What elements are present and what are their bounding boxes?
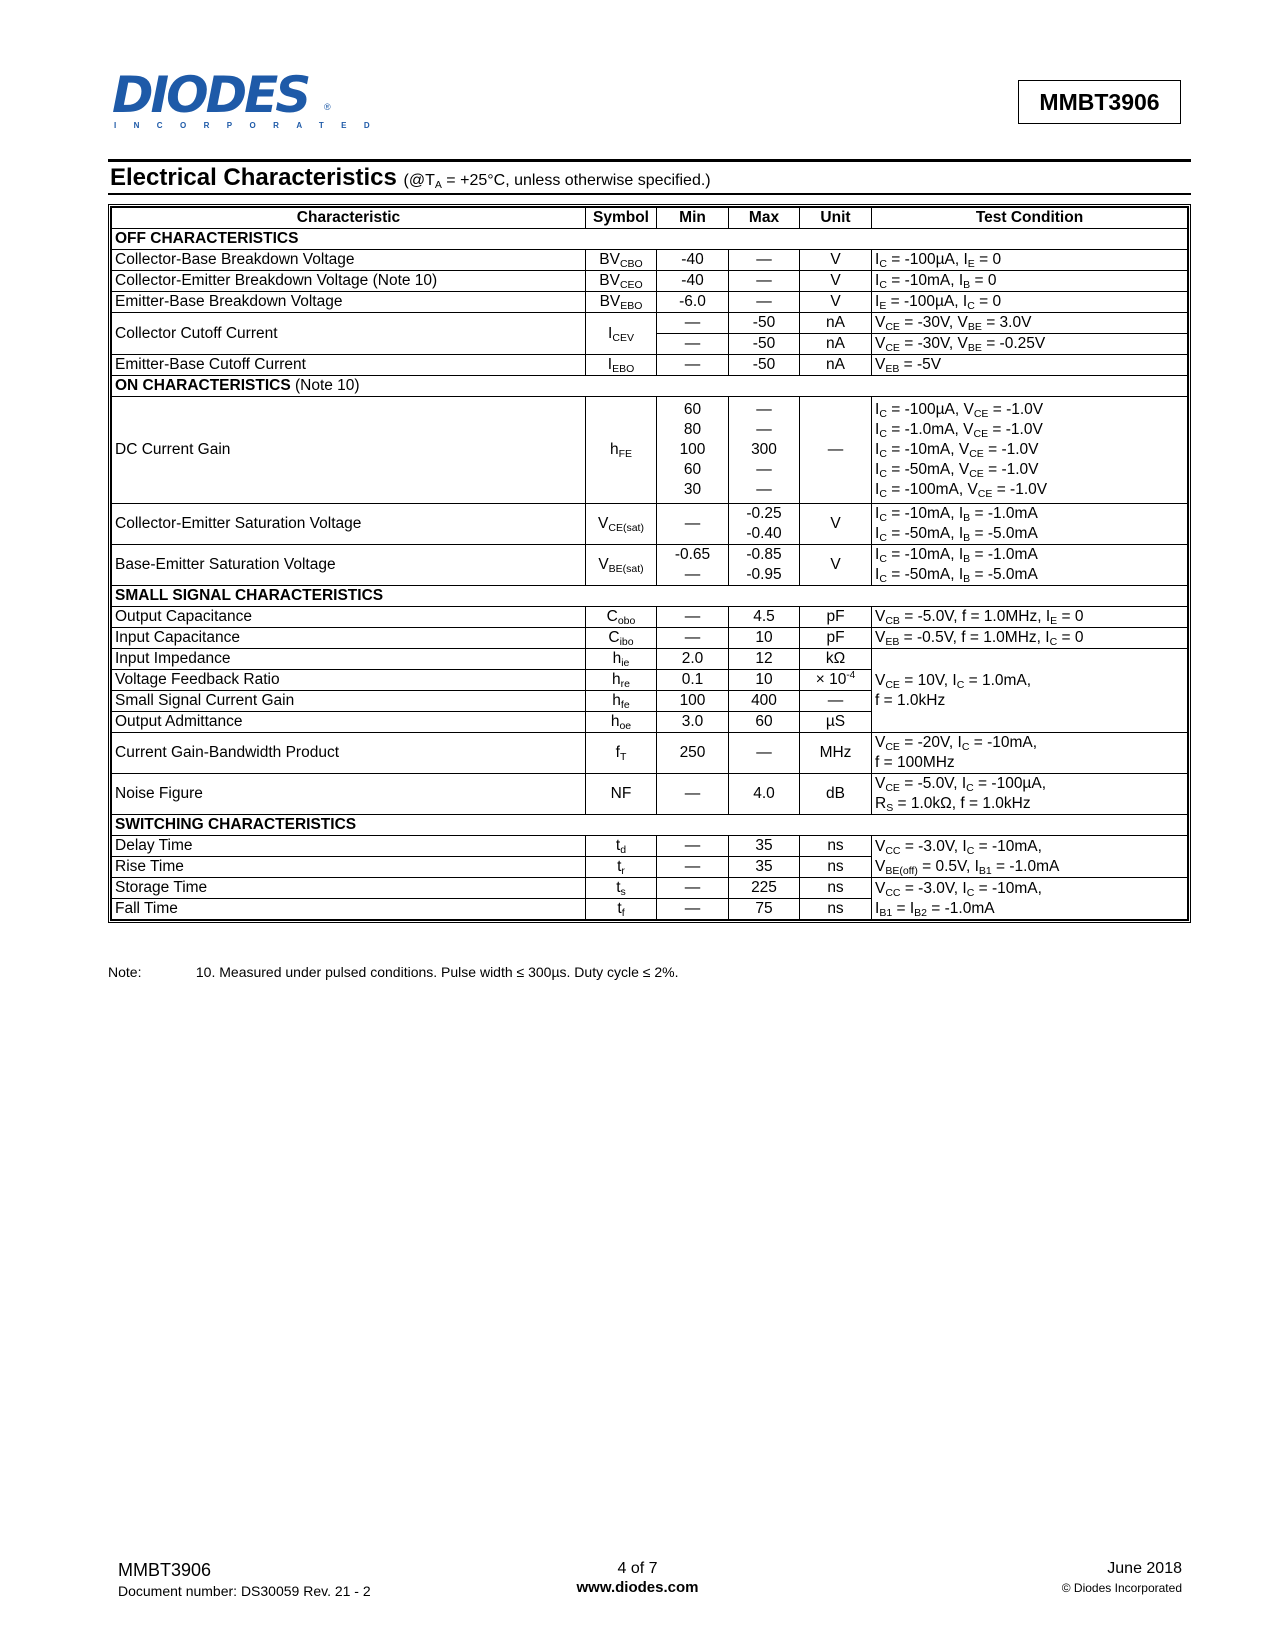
diodes-logo (112, 66, 388, 132)
table-row: Storage Time $t_s$ — 225 ns $V_{CC} = -3.0V$, $I_C = -10mA$, $I_{B1} = I_{B2} = -1.0mA$ (112, 878, 1188, 899)
title-rule-bottom (108, 193, 1191, 195)
part-number-box: MMBT3906 (1018, 80, 1181, 124)
footer-copyright: © Diodes Incorporated (1061, 1581, 1182, 1595)
note-text: 10. Measured under pulsed conditions. Pulse width ≤ 300µs. Duty cycle ≤ 2%. (195, 964, 679, 980)
table-row: Noise Figure NF — 4.0 dB $V_{CE} = -5.0V$, $I_C = -100\mu A$, $R_S = 1.0k\Omega$, f = 1.0kHz (112, 774, 1188, 815)
table-row: Current Gain-Bandwidth Product $f_T$ 250 — MHz $V_{CE} = -20V$, $I_C = -10mA$, f = 100MHz (112, 733, 1188, 774)
table-row: Collector-Emitter Breakdown Voltage (Note 10) $BV_{CEO}$ -40 — V $I_C = -10mA$, $I_B = 0$ (112, 271, 1188, 292)
table-row: Delay Time $t_d$ — 35 ns $V_{CC} = -3.0V$, $I_C = -10mA$, $V_{BE(off)} = 0.5V$, $I_{B1} = -1.0mA$ (112, 836, 1188, 857)
table-row: Collector-Base Breakdown Voltage $BV_{CBO}$ -40 — V $I_C = -100\mu A$, $I_E = 0$ (112, 250, 1188, 271)
footer-date: June 2018 (1107, 1560, 1182, 1577)
table-row: DC Current Gain $h_{FE}$ 60 80 100 60 30 — — 300 — — — $I_C = -100\mu A$, $V_{CE} = -1.0V$ $I_C = -1.0mA$, $V_{CE} = -1.0V$ $I_C = -10mA$, $V_{CE} = -1.0V$ $I_C = -50mA$, $V_{CE} = -1.0V$ $I_C = -100mA$, $V_{CE} = -1.0V$ (112, 397, 1188, 504)
footer-right (1062, 1560, 1182, 1595)
table-row: Base-Emitter Saturation Voltage $V_{BE(sat)}$ -0.65 — -0.85 -0.95 V $I_C = -10mA$, $I_B = -1.0mA$ $I_C = -50mA$, $I_B = -5.0mA$ (112, 545, 1188, 586)
note-label: Note: (108, 964, 142, 980)
footer-website-link[interactable]: www.diodes.com (576, 1579, 699, 1596)
table-row: Input Capacitance $C_{ibo}$ — 10 pF $V_{EB} = -0.5V$, f = 1.0MHz, $I_C = 0$ (112, 628, 1188, 649)
logo-registered-mark: ® (324, 102, 331, 112)
table-row: Input Impedance $h_{ie}$ 2.0 12 kΩ $V_{CE} = 10V$, $I_C = 1.0mA$, f = 1.0kHz (112, 649, 1188, 670)
section-row-switching: SWITCHING CHARACTERISTICS (112, 815, 1188, 836)
section-row-small-signal: SMALL SIGNAL CHARACTERISTICS (112, 586, 1188, 607)
table-row: Voltage Feedback Ratio $h_{re}$ 0.1 10 × $10^{-4}$ (112, 670, 1188, 691)
table-row: Rise Time $t_r$ — 35 ns (112, 857, 1188, 878)
table-header-row (112, 208, 1188, 229)
logo-wordmark: DIODES (112, 66, 309, 124)
section-title-text: Electrical Characteristics (110, 164, 397, 191)
electrical-characteristics-table (108, 204, 1191, 923)
table-row: Small Signal Current Gain $h_{fe}$ 100 400 — (112, 691, 1188, 712)
table-row: Collector Cutoff Current $I_{CEV}$ — -50 nA $V_{CE} = -30V$, $V_{BE} = 3.0V$ (112, 313, 1188, 334)
header-test-condition: Test Condition (872, 208, 1188, 229)
header-symbol: Symbol (586, 208, 657, 229)
section-row-off: OFF CHARACTERISTICS (112, 229, 1188, 250)
table-row: Emitter-Base Cutoff Current $I_{EBO}$ — -50 nA $V_{EB} = -5V$ (112, 355, 1188, 376)
table-row: Output Capacitance $C_{obo}$ — 4.5 pF $V_{CB} = -5.0V$, f = 1.0MHz, $I_E = 0$ (112, 607, 1188, 628)
header-max: Max (729, 208, 800, 229)
table-row: Emitter-Base Breakdown Voltage $BV_{EBO}$ -6.0 — V $I_E = -100\mu A$, $I_C = 0$ (112, 292, 1188, 313)
footer-document-number: Document number: DS30059 Rev. 21 - 2 (118, 1583, 371, 1599)
table-row: — -50 nA $V_{CE} = -30V$, $V_{BE} = -0.25V$ (112, 334, 1188, 355)
table-row: Fall Time $t_f$ — 75 ns (112, 899, 1188, 920)
table-note (108, 964, 678, 980)
footer-page-number: 4 of 7 (617, 1560, 658, 1577)
logo-subtitle: INCORPORATED (114, 121, 388, 130)
table-row: Output Admittance $h_{oe}$ 3.0 60 µS (112, 712, 1188, 733)
section-condition: ($@T_A = +25^\circ C$, unless otherwise specified.) (403, 172, 711, 191)
header-characteristic: Characteristic (112, 208, 586, 229)
header-min: Min (657, 208, 729, 229)
title-rule-top (108, 159, 1191, 162)
header-unit: Unit (800, 208, 872, 229)
table-row: Collector-Emitter Saturation Voltage $V_{CE(sat)}$ — -0.25 -0.40 V $I_C = -10mA$, $I_B = -1.0mA$ $I_C = -50mA$, $I_B = -5.0mA$ (112, 504, 1188, 545)
footer-part-number: MMBT3906 (118, 1560, 212, 1580)
section-title (110, 164, 711, 192)
section-row-on: ON CHARACTERISTICS (Note 10) (112, 376, 1188, 397)
